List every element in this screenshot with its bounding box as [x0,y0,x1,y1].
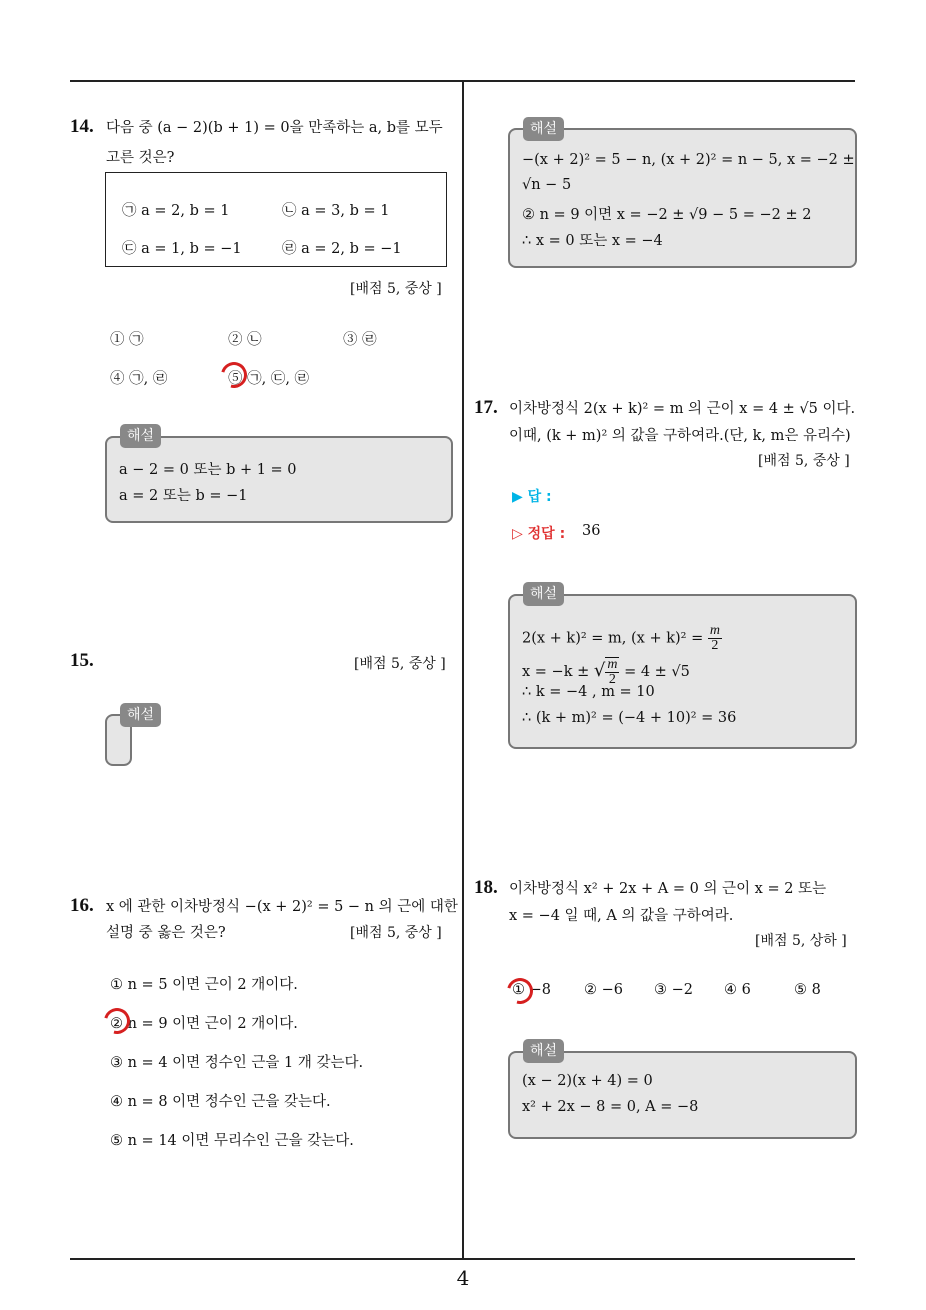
q16-choice-5[interactable]: ⑤ n = 14 이면 무리수인 근을 갖는다. [110,1133,354,1149]
q17-solution-fraction1 [708,624,722,653]
q14-text-line1: 다음 중 (a − 2)(b + 1) = 0을 만족하는 a, b를 모두 [106,120,443,136]
q16-number: 16. [70,895,94,916]
q16-text-line2: 설명 중 옳은 것은? [106,925,226,941]
q18-answer-circle-mark [502,973,538,1009]
q15-solution-tag: 해설 [120,703,161,727]
q17-frac1-num: m [709,623,720,638]
q18-number: 18. [474,877,498,898]
q16-choice-4[interactable]: ④ n = 8 이면 정수인 근을 갖는다. [110,1094,331,1110]
q18-choice-5[interactable]: ⑤ 8 [794,982,821,998]
q14-choice-5[interactable]: ⑤ ㉠, ㉢, ㉣ [228,371,310,387]
q14-solution-box [105,436,453,523]
q17-correct-label: ▷ 정답 : [512,526,566,542]
q17-solution-line2 [522,657,690,687]
bottom-rule [70,1258,855,1260]
column-divider [462,80,464,1258]
q17-score: [배점 5, 중상 ] [758,453,850,469]
q16-choice-2[interactable]: ② n = 9 이면 근이 2 개이다. [110,1016,298,1032]
q17-frac1-den: 2 [711,638,719,653]
q16-solution-line2: √n − 5 [522,177,572,193]
q17-solution-line1-text: 2(x + k)² = m, (x + k)² = [522,630,704,647]
q17-frac2-den: 2 [608,672,616,687]
q14-choice-4[interactable]: ④ ㉠, ㉣ [110,371,168,387]
q18-choice-1[interactable]: ① −8 [512,982,551,998]
q17-solution-line1 [522,624,722,653]
q14-solution-line2: a = 2 또는 b = −1 [119,488,248,504]
q14-choice-3[interactable]: ③ ㉣ [343,332,377,348]
q14-box-item4: ㉣ a = 2, b = −1 [282,241,402,257]
q18-choice-3[interactable]: ③ −2 [654,982,693,998]
q14-condition-box [105,172,447,267]
q14-text-line2: 고른 것은? [106,150,175,166]
q18-solution-line2: x² + 2x − 8 = 0, A = −8 [522,1099,699,1115]
q14-score: [배점 5, 중상 ] [350,281,442,297]
q14-box-item1: ㉠ a = 2, b = 1 [122,203,230,219]
q18-solution-box [508,1051,857,1139]
q16-score: [배점 5, 중상 ] [350,925,442,941]
q14-box-item3: ㉢ a = 1, b = −1 [122,241,242,257]
q17-frac2-num: m [607,657,618,672]
q17-solution-line4: ∴ (k + m)² = (−4 + 10)² = 36 [522,710,737,726]
q15-score: [배점 5, 중상 ] [354,656,446,672]
q18-solution-line1: (x − 2)(x + 4) = 0 [522,1073,653,1089]
q17-solution-box [508,594,857,749]
q16-answer-circle-mark [99,1003,135,1039]
q17-number: 17. [474,397,498,418]
sqrt-icon: √ [593,660,606,681]
q15-number: 15. [70,650,94,671]
q18-score: [배점 5, 상하 ] [755,933,847,949]
q14-choice-1[interactable]: ① ㉠ [110,332,144,348]
q17-solution-fraction2 [605,657,619,687]
q18-solution-tag: 해설 [523,1039,564,1063]
q14-box-item2: ㉡ a = 3, b = 1 [282,203,390,219]
q18-text-line2: x = −4 일 때, A 의 값을 구하여라. [509,908,734,924]
q17-text-line2: 이때, (k + m)² 의 값을 구하여라.(단, k, m은 유리수) [509,428,851,444]
q18-text-line1: 이차방정식 x² + 2x + A = 0 의 근이 x = 2 또는 [509,881,827,897]
q17-solution-line3: ∴ k = −4 , m = 10 [522,684,655,700]
q17-solution-line2-rest: = 4 ± √5 [624,664,690,680]
q17-answer-label: ▶ 답 : [512,489,552,505]
q14-solution-line1: a − 2 = 0 또는 b + 1 = 0 [119,462,297,478]
q14-number: 14. [70,116,94,137]
q16-solution-tag: 해설 [523,117,564,141]
q18-choice-2[interactable]: ② −6 [584,982,623,998]
q16-solution-box [508,128,857,268]
q16-text-line1: x 에 관한 이차방정식 −(x + 2)² = 5 − n 의 근에 대한 [106,899,458,915]
q14-solution-tag: 해설 [120,424,161,448]
q16-choice-1[interactable]: ① n = 5 이면 근이 2 개이다. [110,977,298,993]
q17-solution-line2-text: x = −k ± [522,664,590,680]
q14-choice-2[interactable]: ② ㉡ [228,332,262,348]
q17-correct-value: 36 [582,523,601,539]
q17-text-line1: 이차방정식 2(x + k)² = m 의 근이 x = 4 ± √5 이다. [509,401,856,417]
q17-solution-tag: 해설 [523,582,564,606]
q18-choice-4[interactable]: ④ 6 [724,982,751,998]
page-number: 4 [456,1266,470,1290]
q16-choice-3[interactable]: ③ n = 4 이면 정수인 근을 1 개 갖는다. [110,1055,364,1071]
q16-solution-line1: −(x + 2)² = 5 − n, (x + 2)² = n − 5, x = −2 ± [522,152,855,168]
q16-solution-line3: ② n = 9 이면 x = −2 ± √9 − 5 = −2 ± 2 [522,207,812,223]
q16-solution-line4: ∴ x = 0 또는 x = −4 [522,233,663,249]
